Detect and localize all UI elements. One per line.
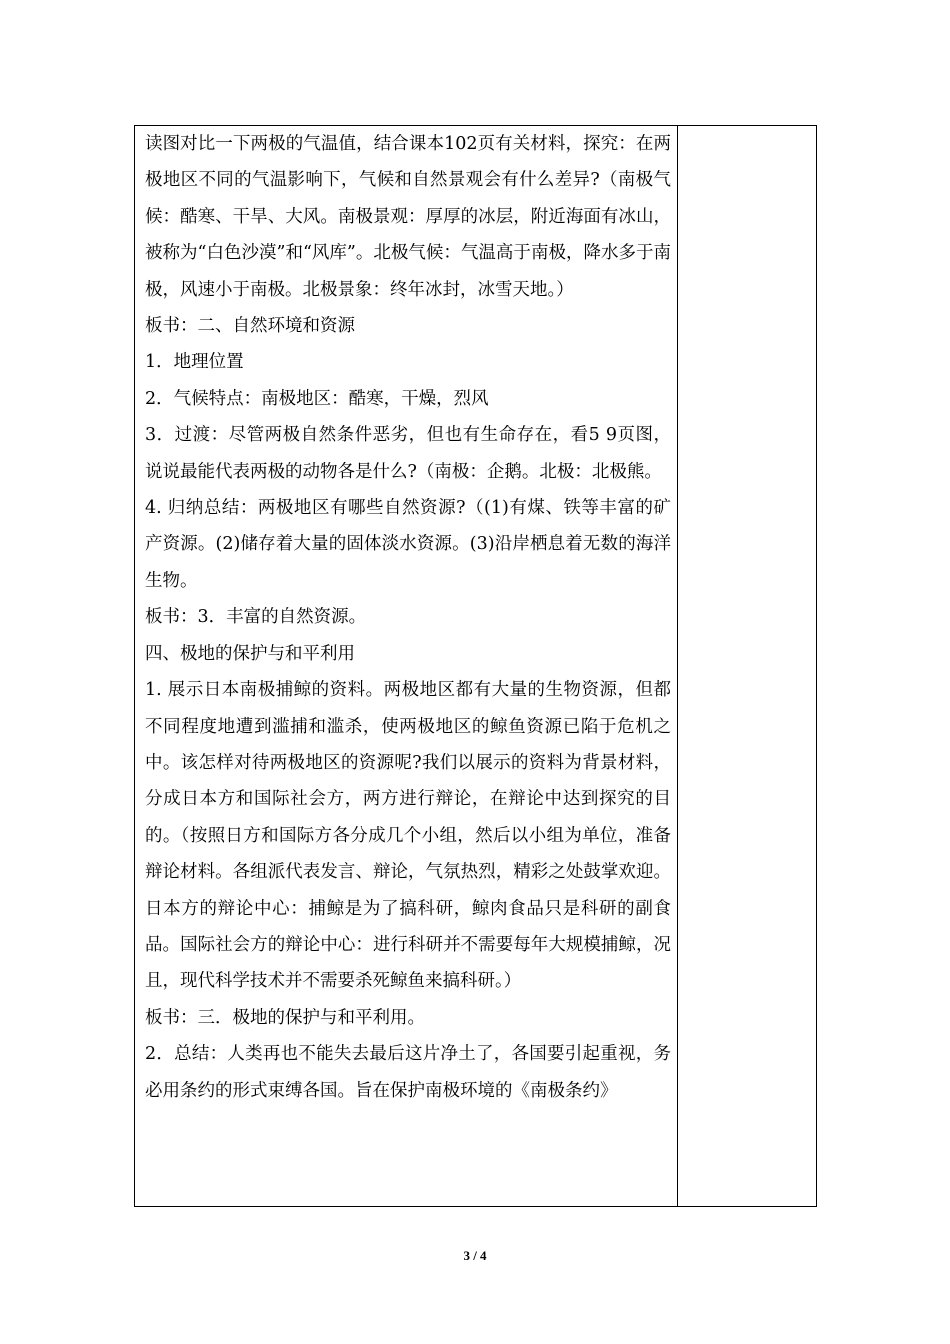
paragraph-location: 1．地理位置 — [145, 352, 244, 373]
paragraph-climate-features: 2．气候特点：南极地区：酷寒，干燥，烈风 — [145, 388, 489, 409]
paragraph-resources-summary: 4. 归纳总结：两极地区有哪些自然资源?（(1)有煤、铁等丰富的矿产资源。(2)储存着大量的固体淡水资源。(3)沿岸栖息着无数的海洋生物。 — [145, 498, 671, 591]
paragraph-whaling-debate: 1. 展示日本南极捕鲸的资料。两极地区都有大量的生物资源，但都不同程度地遭到滥捕和滥杀，使两极地区的鲸鱼资源已陷于危机之中。该怎样对待两极地区的资源呢?我们以展示的资料为背景材料，分成日本方和国际社会方，两方进行辩论，在辩论中达到探究的目的。（按照日方和国际方各分成几个小组，然后以小组为单位，准备辩论材料。各组派代表发言、辩论，气氛热烈，精彩之处鼓掌欢迎。日本方的辩论中心：捕鲸是为了搞科研，鲸肉食品只是科研的副食品。国际社会方的辩论中心：进行科研并不需要每年大规模捕鲸，况且，现代科学技术并不需要杀死鲸鱼来搞科研。） — [145, 680, 671, 992]
paragraph-board-protection: 板书：三．极地的保护与和平利用。 — [145, 1007, 425, 1028]
notes-cell — [678, 126, 817, 1207]
page-number: 3 / 4 — [463, 1248, 487, 1263]
table-row — [135, 126, 817, 1207]
lesson-content — [135, 126, 677, 1109]
paragraph-board-resources: 板书：3．丰富的自然资源。 — [145, 607, 367, 628]
paragraph-board-heading-2: 板书：二、自然环境和资源 — [145, 316, 355, 337]
paragraph-transition-animals: 3．过渡：尽管两极自然条件恶劣，但也有生命存在，看5 9页图，说说最能代表两极的动物各是什么?（南极：企鹅。北极：北极熊。 — [145, 425, 671, 482]
paragraph-explore-climate: 读图对比一下两极的气温值，结合课本102页有关材料，探究：在两极地区不同的气温影响下，气候和自然景观会有什么差异?（南极气候：酷寒、干旱、大风。南极景观：厚厚的冰层，附近海面有冰山，被称为“白色沙漠”和“风库”。北极气候：气温高于南极，降水多于南极，风速小于南极。北极景象：终年冰封，冰雪天地。） — [145, 134, 671, 300]
lesson-content-cell — [135, 126, 678, 1207]
paragraph-conclusion: 2．总结：人类再也不能失去最后这片净土了，各国要引起重视，务必用条约的形式束缚各国。旨在保护南极环境的《南极条约》 — [145, 1044, 671, 1101]
lesson-table — [134, 125, 817, 1207]
paragraph-section-4-heading: 四、极地的保护与和平利用 — [145, 643, 355, 664]
